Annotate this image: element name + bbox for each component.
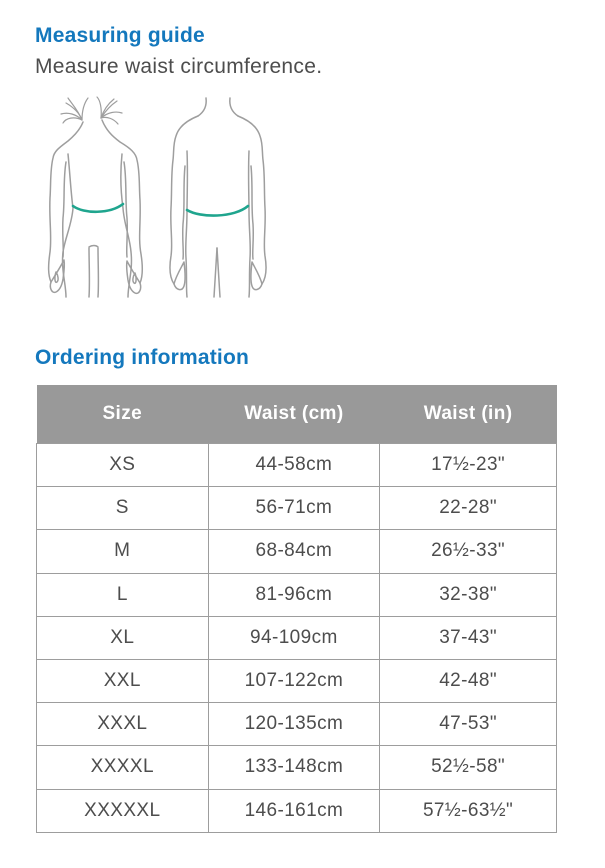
waist-in-cell: 22-28" xyxy=(380,487,557,530)
waist-in-cell: 32-38" xyxy=(380,573,557,616)
waist-cm-cell: 44-58cm xyxy=(208,444,380,487)
waist-in-cell: 17½-23" xyxy=(380,444,557,487)
table-row xyxy=(37,616,557,659)
table-row xyxy=(37,703,557,746)
male-body-outline xyxy=(170,98,266,297)
waist-in-cell: 26½-33" xyxy=(380,530,557,573)
table-row xyxy=(37,487,557,530)
waist-cm-cell: 68-84cm xyxy=(208,530,380,573)
waist-cm-cell: 146-161cm xyxy=(208,789,380,832)
waist-in-cell: 37-43" xyxy=(380,616,557,659)
size-cell: XS xyxy=(37,444,209,487)
waist-cm-cell: 81-96cm xyxy=(208,573,380,616)
waist-in-cell: 42-48" xyxy=(380,659,557,702)
table-row xyxy=(37,530,557,573)
measuring-guide-title: Measuring guide xyxy=(35,24,205,47)
waist-measure-line xyxy=(187,206,248,216)
waist-cm-cell: 94-109cm xyxy=(208,616,380,659)
size-table xyxy=(36,385,557,833)
waist-measure-line xyxy=(73,204,123,212)
waist-in-cell: 52½-58" xyxy=(380,746,557,789)
column-header-size: Size xyxy=(37,385,209,444)
measuring-guide-subtitle: Measure waist circumference. xyxy=(35,55,323,78)
size-cell: M xyxy=(37,530,209,573)
measuring-illustration xyxy=(0,96,320,298)
female-body-outline xyxy=(49,120,143,297)
table-row xyxy=(37,444,557,487)
ordering-information-title: Ordering information xyxy=(35,346,249,369)
waist-cm-cell: 107-122cm xyxy=(208,659,380,702)
size-cell: XXXXXL xyxy=(37,789,209,832)
waist-in-cell: 57½-63½" xyxy=(380,789,557,832)
table-row xyxy=(37,573,557,616)
column-header-waist-cm: Waist (cm) xyxy=(208,385,380,444)
table-row xyxy=(37,746,557,789)
size-cell: XXL xyxy=(37,659,209,702)
male-back-figure xyxy=(160,96,278,298)
waist-cm-cell: 133-148cm xyxy=(208,746,380,789)
waist-cm-cell: 120-135cm xyxy=(208,703,380,746)
size-cell: XL xyxy=(37,616,209,659)
waist-in-cell: 47-53" xyxy=(380,703,557,746)
column-header-waist-in: Waist (in) xyxy=(380,385,557,444)
waist-cm-cell: 56-71cm xyxy=(208,487,380,530)
table-row xyxy=(37,659,557,702)
size-cell: XXXL xyxy=(37,703,209,746)
size-cell: L xyxy=(37,573,209,616)
female-back-figure xyxy=(38,96,156,298)
size-cell: S xyxy=(37,487,209,530)
table-row xyxy=(37,789,557,832)
hair-icon xyxy=(61,97,122,124)
header-row xyxy=(37,385,557,444)
size-cell: XXXXL xyxy=(37,746,209,789)
